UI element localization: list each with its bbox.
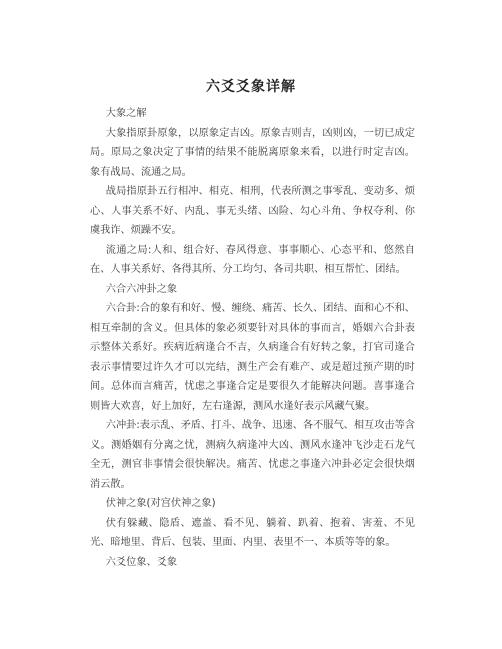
paragraph: 流通之局:人和、组合好、春风得意、事事顺心、心态平和、悠然自在、人事关系好、各得其所、分工均匀、各司共职、相互帮忙、团结。 [90, 244, 415, 275]
paragraph: 伏有躲藏、隐盾、遮盖、看不见、躺着、趴着、抱着、害羞、不见光、暗地里、背后、包装、里面、内里、表里不一、本质等等的象。 [90, 517, 415, 548]
paragraph: 六合卦:合的象有和好、慢、缠绕、痛苦、长久、团结、面和心不和、相互牵制的含义。但具体的象必须要针对具体的事而言，婚姻六合卦表示整体关系好。疾病近病逢合不吉，久病逢合有好转之象，打官司逢合表示事情要过许久才可以完结，测生产会有难产、或是超过预产期的时间。总体而言痛苦，忧虑之事逢合定是要很久才能解决问题。喜事逢合则皆大欢喜，好上加好，左右逢源，测风水逢好表示风藏气聚。 [90, 303, 415, 412]
section-heading-fushen: 伏神之象(对宫伏神之象) [105, 498, 216, 509]
paragraph: 六冲卦:表示乱、矛盾、打斗、战争、迅速、各不服气、相互攻击等含义。测婚姻有分离之忧，测病久病逢冲大凶、测风水逢冲飞沙走石龙气全无，测官非事情会很快解决。痛苦、忧虑之事逢六冲卦必定会很快烟消云散。 [90, 420, 415, 490]
paragraph: 战局指原卦五行相冲、相克、相刑，代表所测之事零乱、变动多、烦心、人事关系不好、内乱、事无头绪、凶险、勾心斗角、争权夺利、你虞我诈、烦躁不安。 [90, 186, 415, 236]
page-title: 六爻爻象详解 [206, 79, 296, 95]
section-heading-liuhe-liuchong: 六合六冲卦之象 [105, 283, 178, 295]
section-heading-daxiang: 大象之解 [105, 108, 147, 119]
section-heading-yaowei: 六爻位象、爻象 [105, 556, 178, 568]
document-body [90, 104, 415, 572]
paragraph: 大象指原卦原象，以原象定吉凶。原象吉则吉，凶则凶，一切已成定局。原局之象决定了事情的结果不能脱离原象来看，以进行时定吉凶。象有战局、流通之局。 [90, 127, 415, 178]
